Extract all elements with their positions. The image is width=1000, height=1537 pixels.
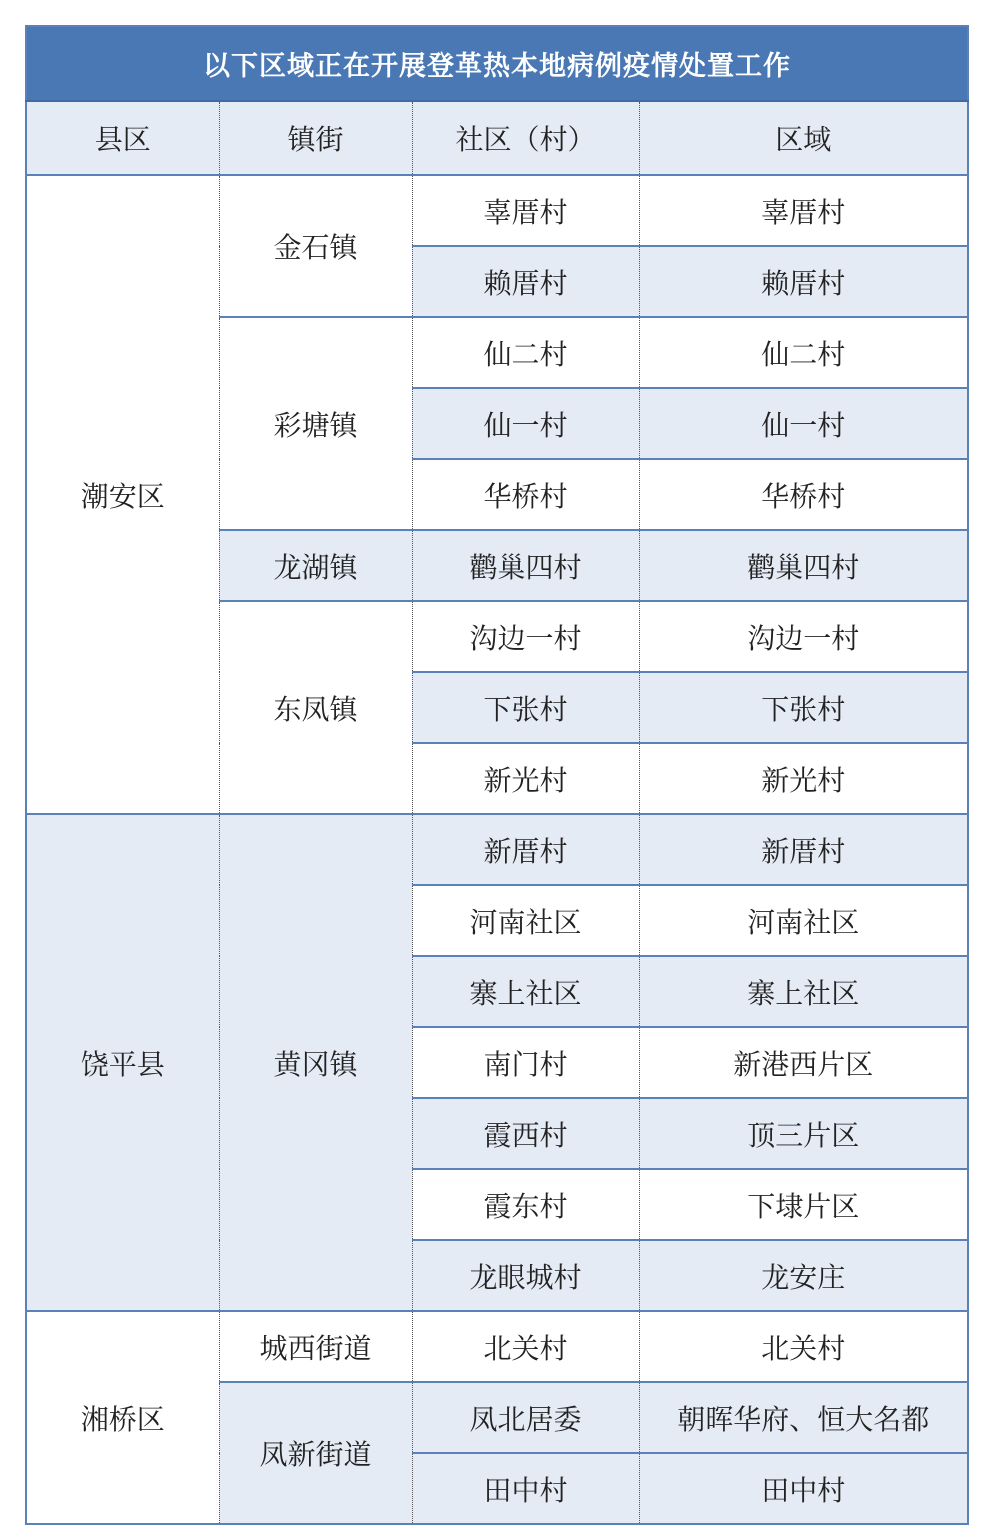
community-cell: 新光村 xyxy=(412,743,639,814)
area-cell: 寨上社区 xyxy=(639,956,968,1027)
area-cell: 新光村 xyxy=(639,743,968,814)
area-cell: 仙二村 xyxy=(639,317,968,388)
town-cell: 龙湖镇 xyxy=(219,530,412,601)
community-cell: 北关村 xyxy=(412,1311,639,1382)
area-cell: 新厝村 xyxy=(639,814,968,885)
area-cell: 河南社区 xyxy=(639,885,968,956)
community-cell: 华桥村 xyxy=(412,459,639,530)
header-community: 社区（村） xyxy=(412,101,639,175)
area-cell: 辜厝村 xyxy=(639,175,968,246)
area-cell: 沟边一村 xyxy=(639,601,968,672)
area-cell: 仙一村 xyxy=(639,388,968,459)
header-county: 县区 xyxy=(26,101,219,175)
area-cell: 龙安庄 xyxy=(639,1240,968,1311)
town-cell: 彩塘镇 xyxy=(219,317,412,530)
area-cell: 下埭片区 xyxy=(639,1169,968,1240)
area-cell: 顶三片区 xyxy=(639,1098,968,1169)
area-cell: 鹳巢四村 xyxy=(639,530,968,601)
community-cell: 南门村 xyxy=(412,1027,639,1098)
county-cell: 湘桥区 xyxy=(26,1311,219,1524)
community-cell: 霞西村 xyxy=(412,1098,639,1169)
area-cell: 朝晖华府、恒大名都 xyxy=(639,1382,968,1453)
outbreak-table xyxy=(25,25,969,1525)
area-cell: 赖厝村 xyxy=(639,246,968,317)
community-cell: 仙二村 xyxy=(412,317,639,388)
county-cell: 潮安区 xyxy=(26,175,219,814)
area-cell: 田中村 xyxy=(639,1453,968,1524)
area-cell: 北关村 xyxy=(639,1311,968,1382)
community-cell: 辜厝村 xyxy=(412,175,639,246)
town-cell: 凤新街道 xyxy=(219,1382,412,1524)
town-cell: 黄冈镇 xyxy=(219,814,412,1311)
town-cell: 金石镇 xyxy=(219,175,412,317)
area-cell: 新港西片区 xyxy=(639,1027,968,1098)
community-cell: 沟边一村 xyxy=(412,601,639,672)
community-cell: 龙眼城村 xyxy=(412,1240,639,1311)
community-cell: 赖厝村 xyxy=(412,246,639,317)
town-cell: 东凤镇 xyxy=(219,601,412,814)
header-area: 区域 xyxy=(639,101,968,175)
area-cell: 下张村 xyxy=(639,672,968,743)
community-cell: 仙一村 xyxy=(412,388,639,459)
table-title: 以下区域正在开展登革热本地病例疫情处置工作 xyxy=(26,26,968,101)
community-cell: 凤北居委 xyxy=(412,1382,639,1453)
community-cell: 寨上社区 xyxy=(412,956,639,1027)
town-cell: 城西街道 xyxy=(219,1311,412,1382)
community-cell: 新厝村 xyxy=(412,814,639,885)
area-cell: 华桥村 xyxy=(639,459,968,530)
community-cell: 田中村 xyxy=(412,1453,639,1524)
community-cell: 河南社区 xyxy=(412,885,639,956)
community-cell: 下张村 xyxy=(412,672,639,743)
county-cell: 饶平县 xyxy=(26,814,219,1311)
community-cell: 鹳巢四村 xyxy=(412,530,639,601)
community-cell: 霞东村 xyxy=(412,1169,639,1240)
header-town: 镇街 xyxy=(219,101,412,175)
